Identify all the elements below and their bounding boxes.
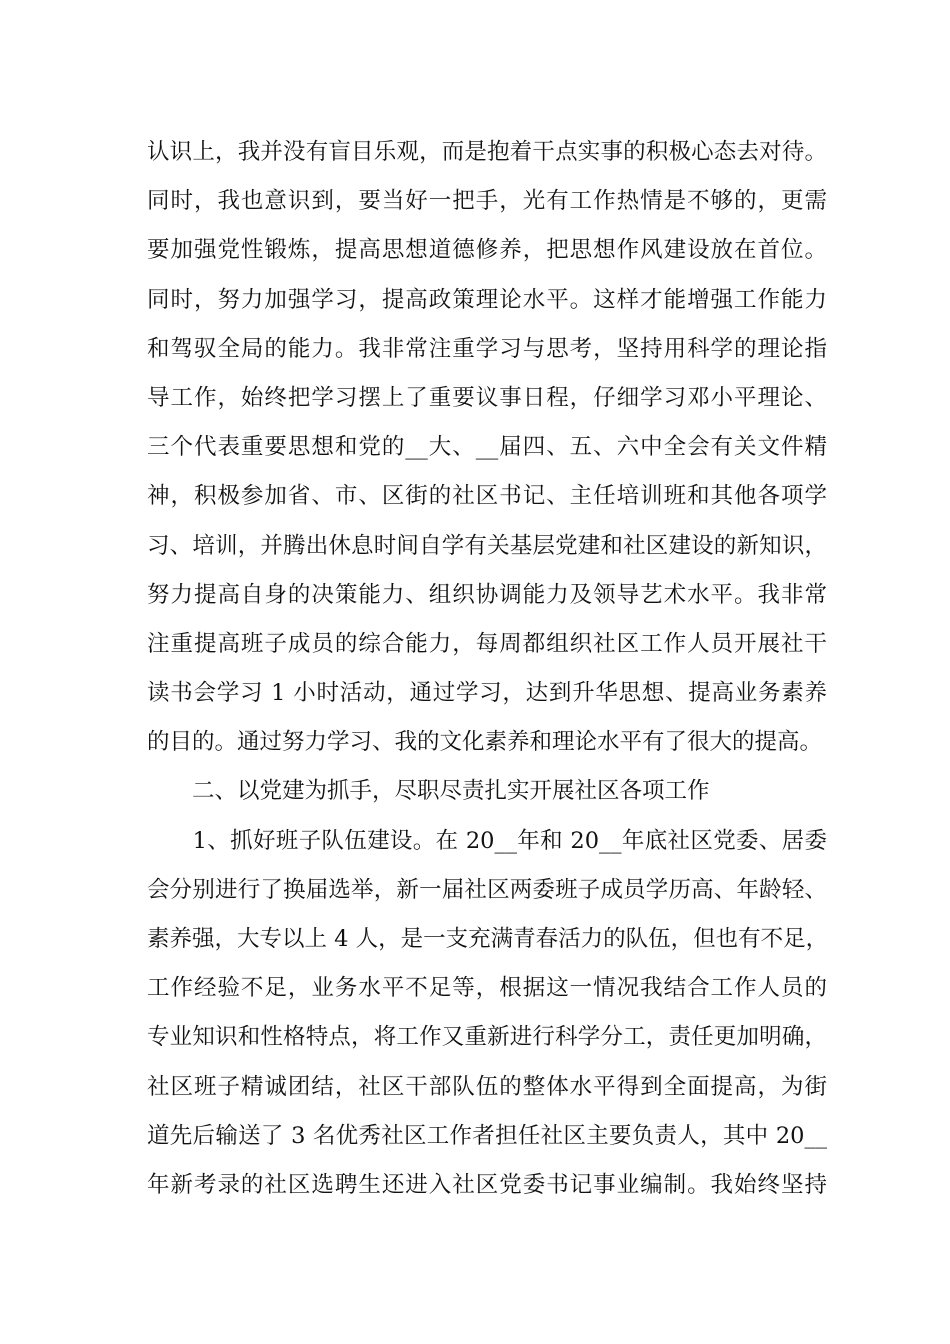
text-line: 年新考录的社区选聘生还进入社区党委书记事业编制。我始终坚持 <box>147 1171 827 1198</box>
text-line: 会分别进行了换届选举，新一届社区两委班子成员学历高、年龄轻、 <box>147 876 827 903</box>
body-text <box>147 128 827 1210</box>
text-line: 社区班子精诚团结，社区干部队伍的整体水平得到全面提高，为街 <box>147 1073 827 1100</box>
paragraph-end-line: 的目的。通过努力学习、我的文化素养和理论水平有了很大的提高。 <box>147 729 823 756</box>
text-line: 1、抓好班子队伍建设。在 20__年和 20__年底社区党委、居委 <box>147 827 827 854</box>
text-line: 要加强党性锻炼，提高思想道德修养，把思想作风建设放在首位。 <box>147 237 827 264</box>
text-line: 读书会学习 1 小时活动，通过学习，达到升华思想、提高业务素养 <box>147 680 827 707</box>
text-line: 专业知识和性格特点，将工作又重新进行科学分工，责任更加明确， <box>147 1024 827 1051</box>
text-line: 和驾驭全局的能力。我非常注重学习与思考，坚持用科学的理论指 <box>147 335 827 362</box>
text-line: 同时，努力加强学习，提高政策理论水平。这样才能增强工作能力 <box>147 286 827 313</box>
text-line: 素养强，大专以上 4 人，是一支充满青春活力的队伍，但也有不足， <box>147 926 829 952</box>
text-line: 工作经验不足，业务水平不足等，根据这一情况我结合工作人员的 <box>147 975 827 1002</box>
text-line: 同时，我也意识到，要当好一把手，光有工作热情是不够的，更需 <box>147 188 827 215</box>
text-line: 道先后输送了 3 名优秀社区工作者担任社区主要负责人，其中 20__ <box>147 1122 827 1149</box>
text-line: 注重提高班子成员的综合能力，每周都组织社区工作人员开展社干 <box>147 630 827 657</box>
text-line: 神，积极参加省、市、区街的社区书记、主任培训班和其他各项学 <box>147 483 827 510</box>
text-line: 努力提高自身的决策能力、组织协调能力及领导艺术水平。我非常 <box>147 581 827 608</box>
text-line: 三个代表重要思想和党的__大、__届四、五、六中全会有关文件精 <box>147 434 827 461</box>
section-heading: 二、以党建为抓手，尽职尽责扎实开展社区各项工作 <box>147 778 710 805</box>
text-line: 导工作，始终把学习摆上了重要议事日程，仔细学习邓小平理论、 <box>147 384 827 411</box>
text-line: 认识上，我并没有盲目乐观，而是抱着干点实事的积极心态去对待。 <box>147 139 827 165</box>
text-line: 习、培训，并腾出休息时间自学有关基层党建和社区建设的新知识， <box>147 532 827 559</box>
